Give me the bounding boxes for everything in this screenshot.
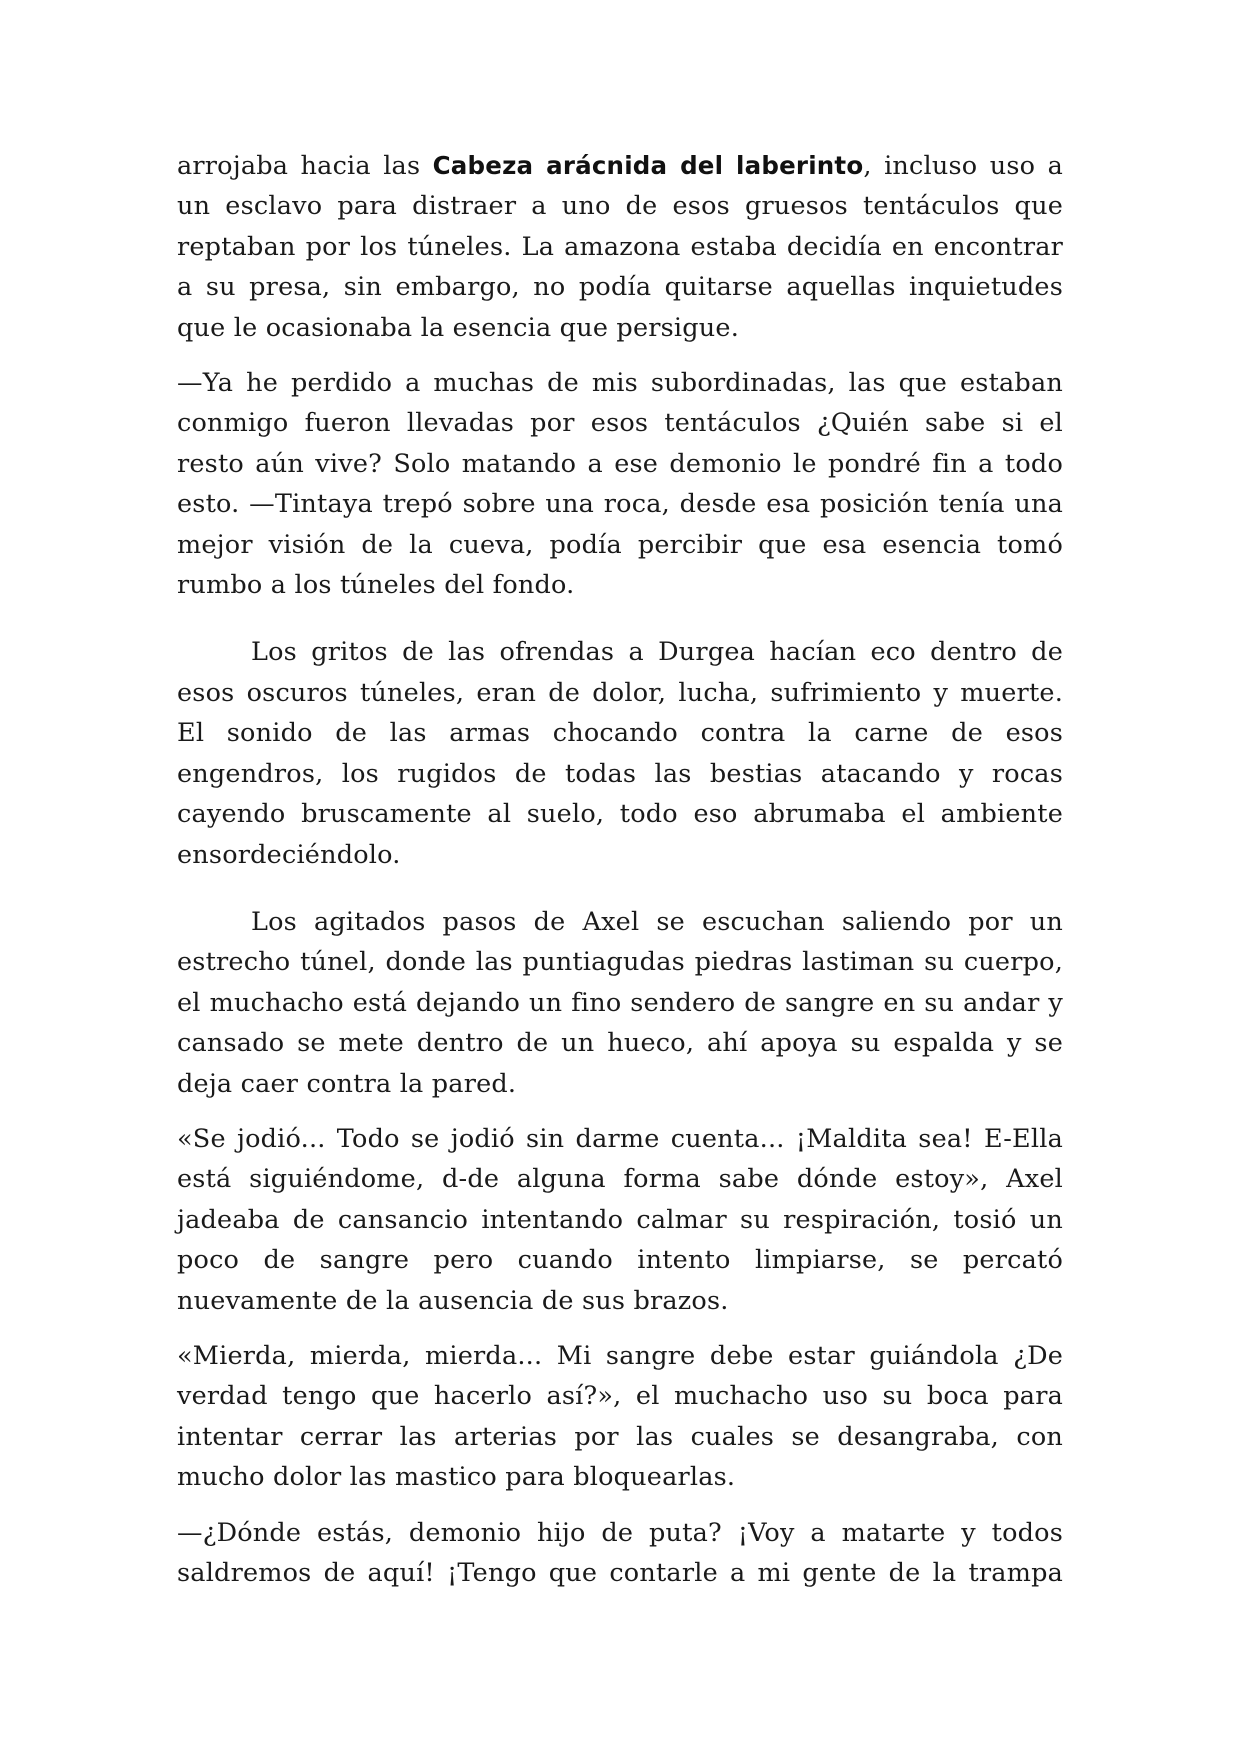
paragraph-1-rest: , incluso uso a un esclavo para distraer a uno de esos gruesos tentáculos que reptaban por los túneles. La amazona estaba decidía en encontrar a su presa, sin embargo, no podía quitarse aquellas inquietudes que le ocasionaba la esencia que persigue. — [177, 151, 1063, 343]
bold-term: Cabeza arácnida del laberinto — [432, 151, 864, 180]
paragraph-2: —Ya he perdido a muchas de mis subordinadas, las que estaban conmigo fueron llevadas por esos tentáculos ¿Quién sabe si el resto aún vive? Solo matando a ese demonio le pondré fin a todo esto. —Tintaya trepó sobre una roca, desde esa posición tenía una mejor visión de la cueva, podía percibir que esa esencia tomó rumbo a los túneles del fondo. — [177, 368, 1063, 601]
paragraph-7: —¿Dónde estás, demonio hijo de puta? ¡Voy a matarte y todos saldremos de aquí! ¡Tengo que contarle a mi gente de la trampa — [177, 1517, 1063, 1588]
paragraph-3: Los gritos de las ofrendas a Durgea hacían eco dentro de esos oscuros túneles, eran de dolor, lucha, sufrimiento y muerte. El sonido de las armas chocando contra la carne de esos engendros, los rugidos de todas las bestias atacando y rocas cayendo bruscamente al suelo, todo eso abrumaba el ambiente ensordeciéndolo. — [177, 637, 1063, 870]
paragraph-1-lead: arrojaba hacia las — [177, 151, 433, 181]
paragraph-6: «Mierda, mierda, mierda... Mi sangre debe estar guiándola ¿De verdad tengo que hacerlo así?», el muchacho uso su boca para intentar cerrar las arterias por las cuales se desangraba, con mucho dolor las mastico para bloquearlas. — [177, 1340, 1063, 1493]
paragraph-1 — [177, 146, 1063, 348]
paragraph-5: «Se jodió... Todo se jodió sin darme cuenta... ¡Maldita sea! E-Ella está siguiéndome, d-de alguna forma sabe dónde estoy», Axel jadeaba de cansancio intentando calmar su respiración, tosió un poco de sangre pero cuando intento limpiarse, se percató nuevamente de la ausencia de sus brazos. — [177, 1123, 1063, 1316]
paragraph-4: Los agitados pasos de Axel se escuchan saliendo por un estrecho túnel, donde las puntiagudas piedras lastiman su cuerpo, el muchacho está dejando un fino sendero de sangre en su andar y cansado se mete dentro de un hueco, ahí apoya su espalda y se deja caer contra la pared. — [177, 906, 1063, 1099]
body-text — [177, 146, 1063, 1608]
